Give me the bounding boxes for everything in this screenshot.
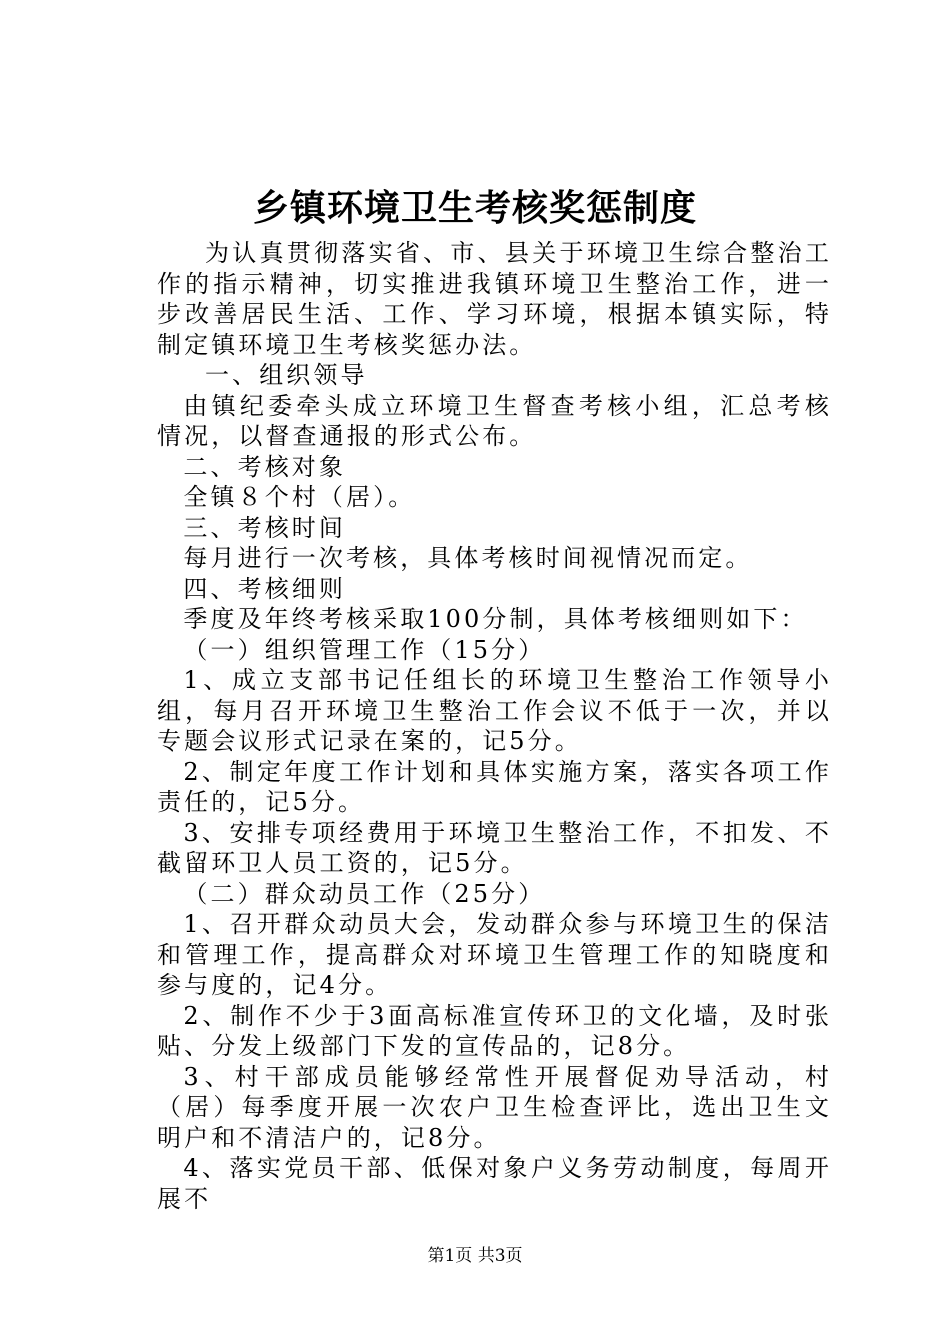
subsection-heading: （一）组织管理工作（15分）: [183, 635, 546, 664]
body-paragraph: 每月进行一次考核，具体考核时间视情况而定。: [183, 544, 753, 572]
document-title: 乡镇环境卫生考核奖惩制度: [252, 188, 697, 229]
page-footer: 第1页 共3页: [427, 1246, 523, 1266]
list-item: 2、制定年度工作计划和具体实施方案，落实各项工作责任的，记5分。: [157, 757, 832, 816]
body-paragraph: 季度及年终考核采取100分制，具体考核细则如下：: [183, 605, 808, 633]
list-item: 3、村干部成员能够经常性开展督促劝导活动，村（居）每季度开展一次农户卫生检查评比，选出卫生文明户和不清洁户的，记8分。: [157, 1062, 832, 1152]
intro-paragraph: 为认真贯彻落实省、市、县关于环境卫生综合整治工作的指示精神，切实推进我镇环境卫生整治工作，进一步改善居民生活、工作、学习环境，根据本镇实际，特制定镇环境卫生考核奖惩办法。: [157, 239, 832, 359]
body-paragraph: 由镇纪委牵头成立环境卫生督查考核小组，汇总考核情况，以督查通报的形式公布。: [157, 391, 832, 450]
body-paragraph: 全镇８个村（居）。: [183, 483, 416, 511]
list-item: 2、制作不少于3面高标准宣传环卫的文化墙，及时张贴、分发上级部门下发的宣传品的，记8分。: [157, 1001, 832, 1060]
document-body: [157, 238, 832, 1214]
list-item: 3、安排专项经费用于环境卫生整治工作，不扣发、不截留环卫人员工资的，记5分。: [157, 818, 832, 877]
list-item: 4、落实党员干部、低保对象户义务劳动制度，每周开展不: [157, 1154, 832, 1213]
list-item: 1、成立支部书记任组长的环境卫生整治工作领导小组，每月召开环境卫生整治工作会议不低于一次，并以专题会议形式记录在案的，记5分。: [157, 666, 832, 755]
section-heading: 三、考核时间: [183, 513, 346, 542]
section-heading: 二、考核对象: [183, 452, 346, 481]
list-item: 1、召开群众动员大会，发动群众参与环境卫生的保洁和管理工作，提高群众对环境卫生管理工作的知晓度和参与度的，记4分。: [157, 910, 832, 999]
subsection-heading: （二）群众动员工作（25分）: [183, 879, 546, 908]
section-heading: 一、组织领导: [205, 361, 368, 389]
section-heading: 四、考核细则: [183, 574, 346, 603]
